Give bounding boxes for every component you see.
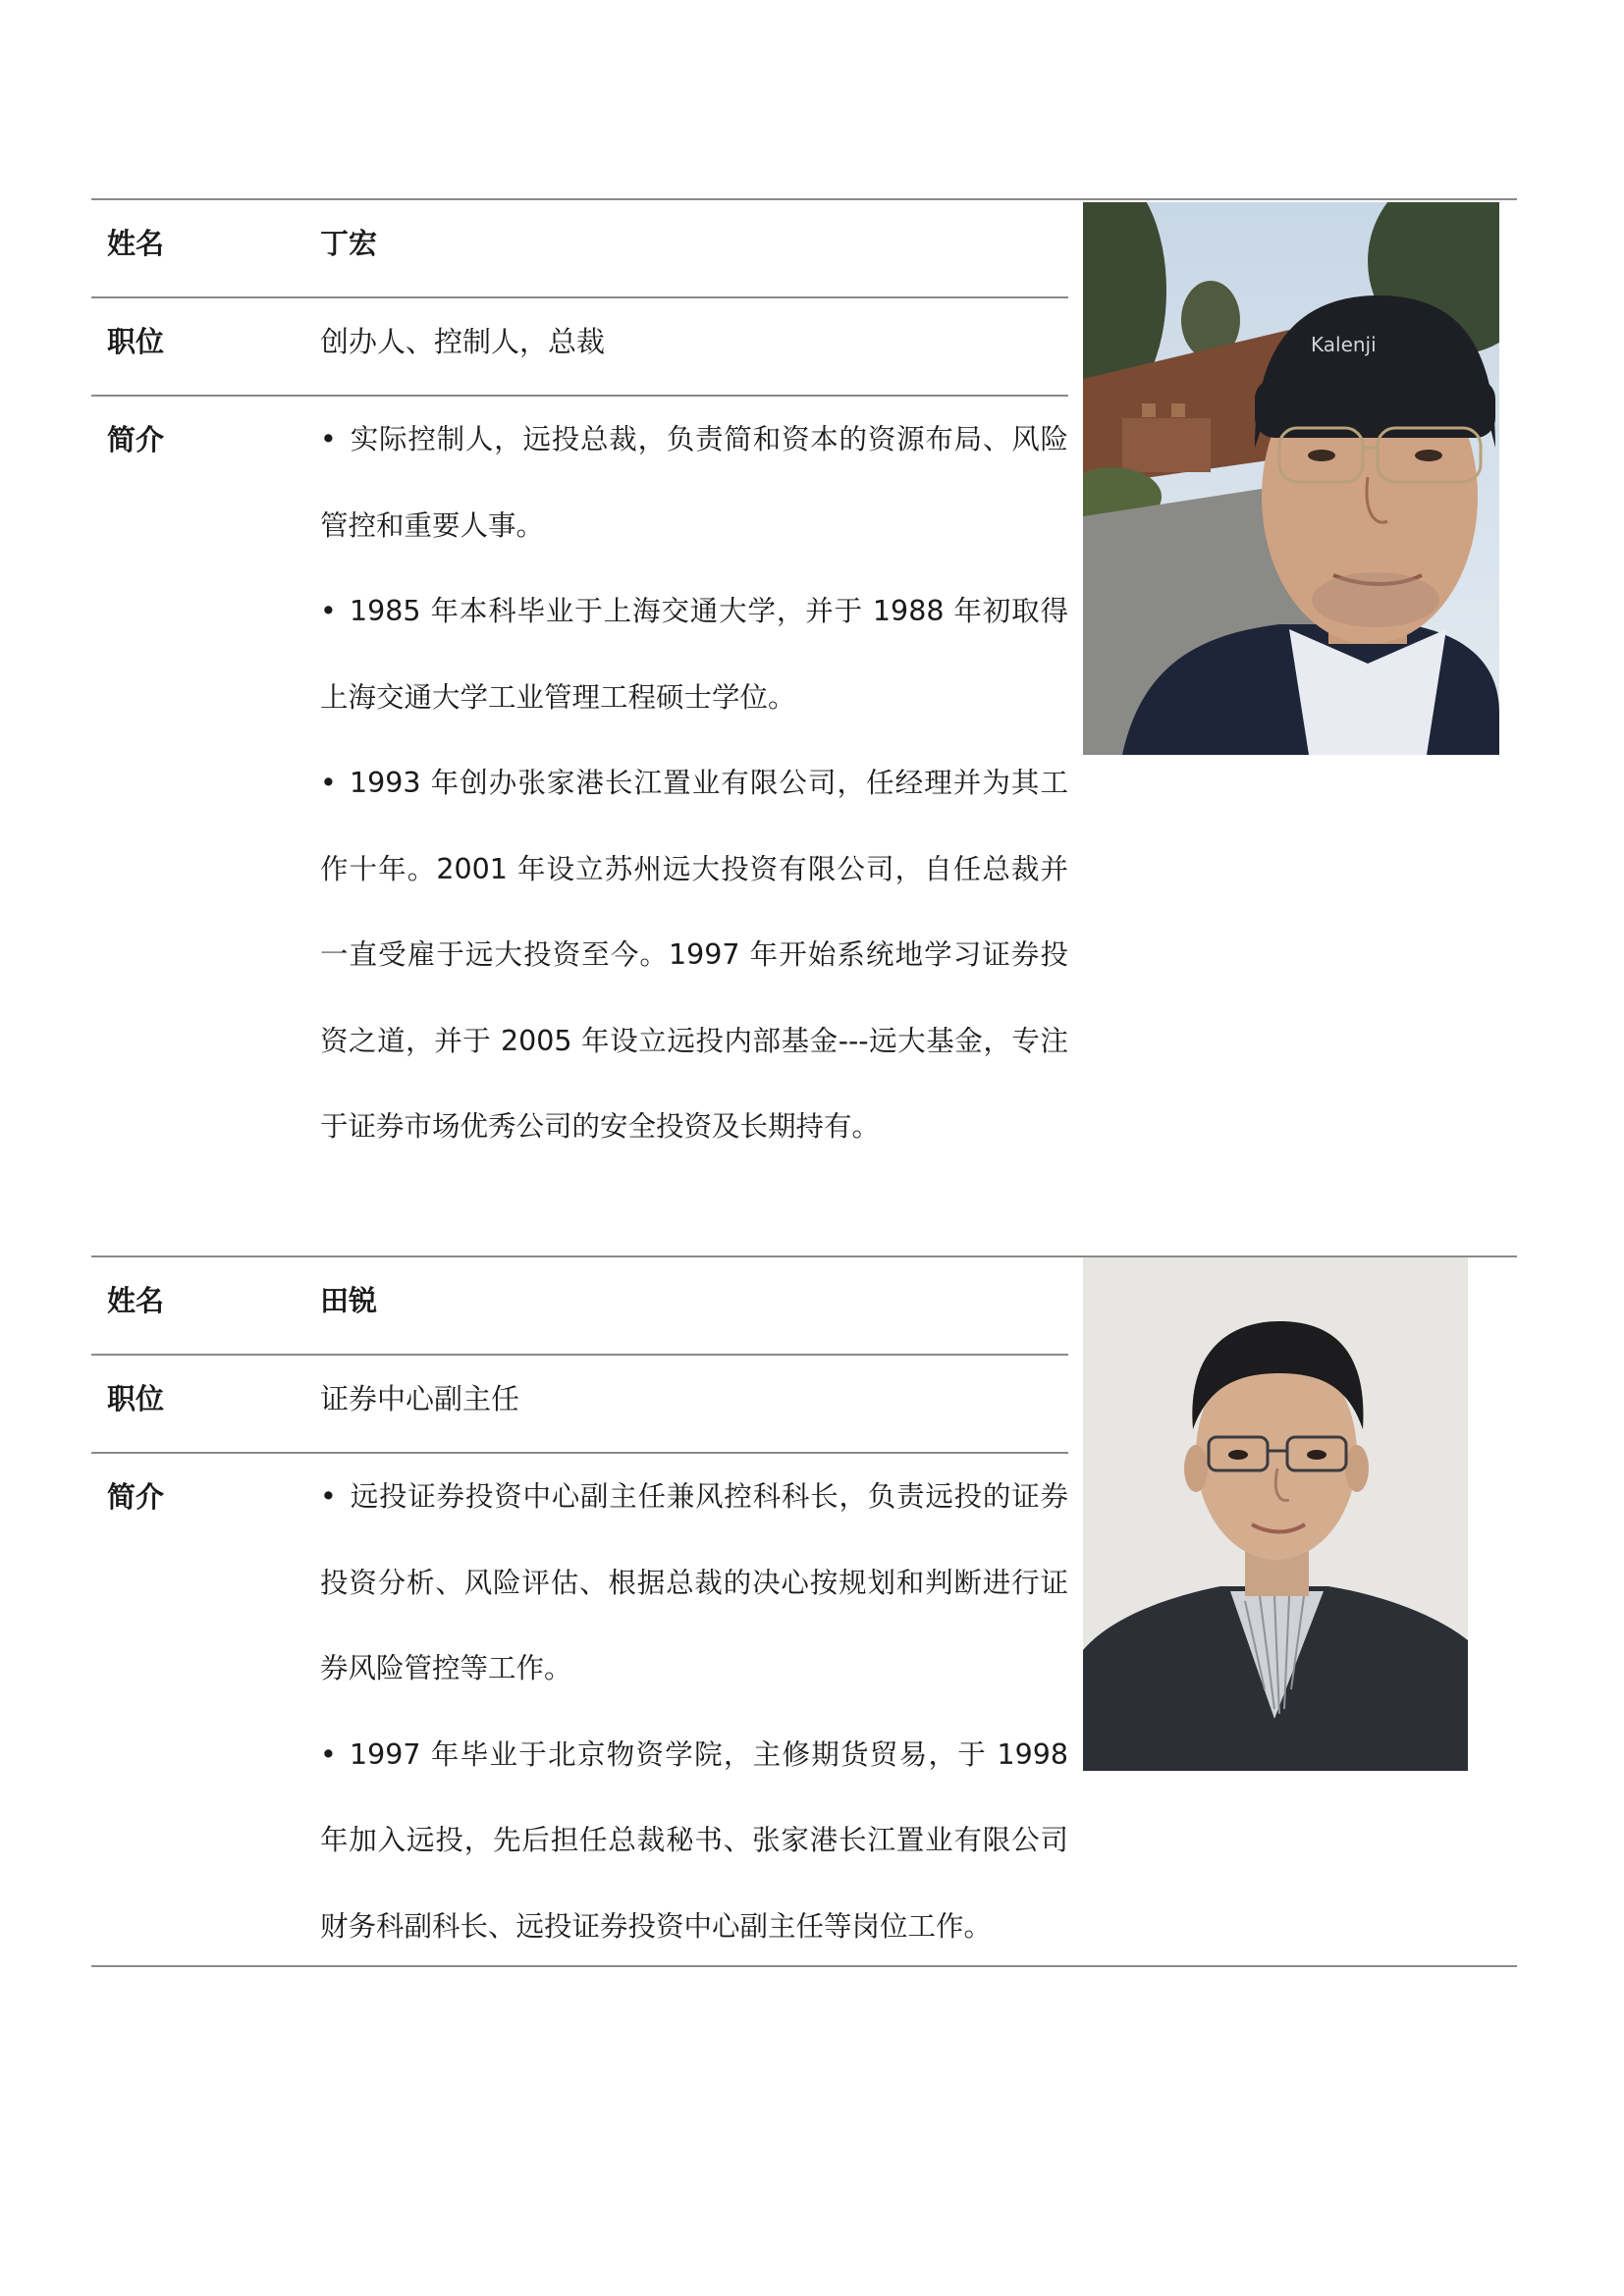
bullet-icon: • bbox=[320, 767, 337, 799]
bio-paragraph: • 1985 年本科毕业于上海交通大学，并于 1988 年初取得上海交通大学工业管理工程硕士学位。 bbox=[320, 568, 1068, 740]
bullet-icon: • bbox=[320, 423, 337, 455]
table-rule bbox=[91, 1354, 1068, 1356]
bullet-icon: • bbox=[320, 1480, 337, 1513]
position-value: 创办人、控制人，总裁 bbox=[320, 325, 606, 358]
bio-paragraph: • 1993 年创办张家港长江置业有限公司，任经理并为其工作十年。2001 年设立苏州远大投资有限公司，自任总裁并一直受雇于远大投资至今。1997 年开始系统地学习证券投资之道，并于 2005 年设立远投内部基金---远大基金，专注于证券市场优秀公司的安全投资及长期持有。 bbox=[320, 740, 1068, 1170]
position-label: 职位 bbox=[107, 1382, 165, 1415]
bio-label: 简介 bbox=[107, 1480, 165, 1514]
bio-label: 简介 bbox=[107, 423, 165, 456]
position-value: 证券中心副主任 bbox=[320, 1382, 520, 1415]
name-value: 丁宏 bbox=[320, 227, 378, 260]
name-value: 田锐 bbox=[320, 1284, 378, 1317]
bio-text bbox=[320, 397, 1068, 1170]
bio-text bbox=[320, 1454, 1068, 1969]
bio-paragraph: • 1997 年毕业于北京物资学院，主修期货贸易，于 1998 年加入远投，先后担任总裁秘书、张家港长江置业有限公司财务科副科长、远投证券投资中心副主任等岗位工作。 bbox=[320, 1712, 1068, 1970]
position-label: 职位 bbox=[107, 325, 165, 358]
bio-paragraph: • 实际控制人，远投总裁，负责简和资本的资源布局、风险管控和重要人事。 bbox=[320, 397, 1068, 568]
bullet-icon: • bbox=[320, 1737, 337, 1771]
table-rule-top bbox=[91, 198, 1517, 200]
cap-brand-text: Kalenji bbox=[1311, 333, 1377, 356]
name-label: 姓名 bbox=[107, 1284, 165, 1317]
profile-photo bbox=[1083, 202, 1499, 755]
name-label: 姓名 bbox=[107, 227, 165, 260]
table-rule bbox=[91, 296, 1068, 298]
table-rule-bottom bbox=[91, 1965, 1517, 1967]
bullet-icon: • bbox=[320, 595, 337, 627]
profile-photo bbox=[1083, 1257, 1468, 1771]
bio-paragraph: • 远投证券投资中心副主任兼风控科科长，负责远投的证券投资分析、风险评估、根据总裁的决心按规划和判断进行证券风险管控等工作。 bbox=[320, 1454, 1068, 1712]
